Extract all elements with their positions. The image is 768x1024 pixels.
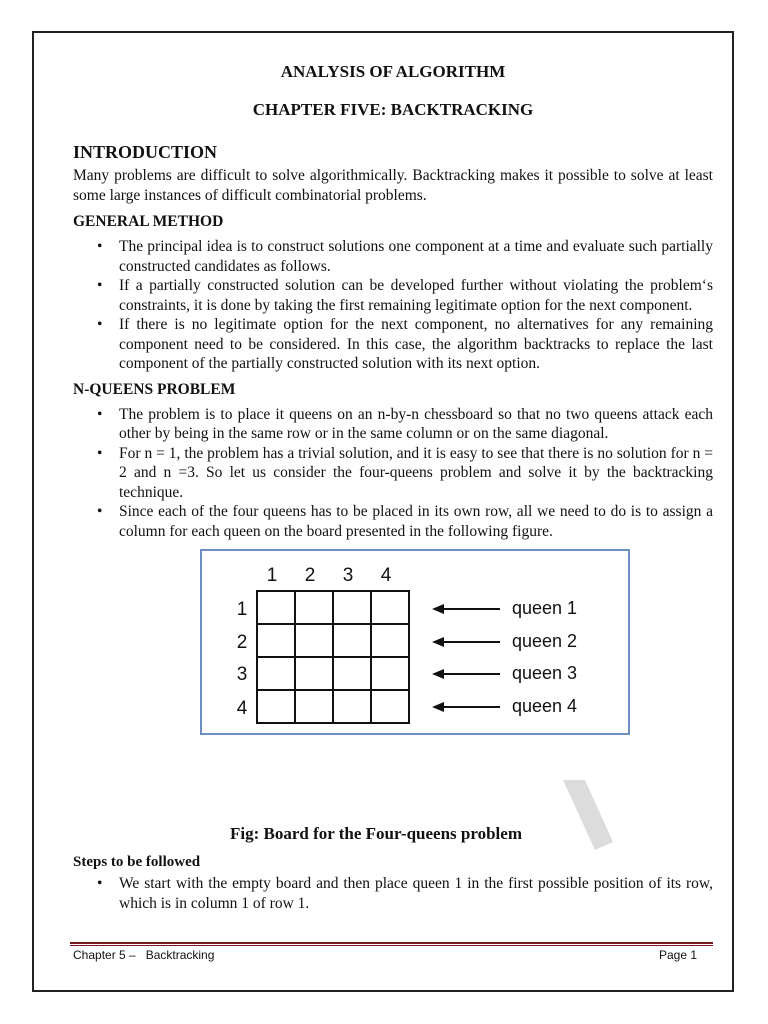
bullet-icon: •: [97, 238, 103, 255]
chapter-title: CHAPTER FIVE: BACKTRACKING: [252, 100, 534, 119]
four-queens-board-figure: [200, 549, 630, 735]
general-method-list: [73, 237, 713, 374]
list-item: [73, 405, 713, 444]
column-label: 1: [266, 565, 278, 586]
row-label: 2: [236, 632, 248, 653]
queen-arrows: [432, 604, 500, 712]
list-item-text: If there is no legitimate option for the next component, no alternatives for any remaining component need to be considered. In this case, the algorithm backtracks to replace the last component of the partially constructed solution with its next option.: [119, 316, 713, 372]
steps-list: [73, 874, 713, 913]
queen-label: queen 4: [512, 696, 578, 716]
document-body: [73, 60, 713, 735]
list-item: [73, 444, 713, 503]
queen-label: queen 1: [512, 598, 578, 618]
row-label: 3: [236, 664, 248, 685]
decorative-shadow: [555, 780, 615, 850]
steps-section: [73, 852, 713, 913]
list-item: [73, 315, 713, 374]
queen-label: queen 2: [512, 631, 578, 651]
list-item-text: The problem is to place it queens on an n-by-n chessboard so that no two queens attack each other by being in the same row or in the same column or on the same diagonal.: [119, 405, 713, 442]
list-item-text: If a partially constructed solution can be developed further without violating the problem‘s constraints, it is done by taking the first remaining legitimate option for the next component.: [119, 277, 713, 314]
introduction-heading: INTRODUCTION: [73, 142, 218, 162]
steps-heading: Steps to be followed: [73, 854, 201, 870]
bullet-icon: •: [97, 503, 103, 520]
footer-chapter: Chapter 5 – Backtracking: [73, 948, 215, 962]
list-item: [73, 237, 713, 276]
footer-divider: [70, 942, 713, 946]
bullet-icon: •: [97, 316, 103, 333]
chessboard-grid: [257, 591, 409, 723]
list-item: [73, 874, 713, 913]
queen-label: queen 3: [512, 663, 578, 683]
introduction-paragraph: Many problems are difficult to solve algorithmically. Backtracking makes it possible to solve at least some large instances of difficult combinatorial problems.: [73, 167, 713, 204]
document-title: ANALYSIS OF ALGORITHM: [280, 62, 506, 81]
list-item-text: For n = 1, the problem has a trivial solution, and it is easy to see that there is no solution for n = 2 and n =3. So let us consider the four-queens problem and solve it by the backtracking technique.: [119, 444, 713, 501]
list-item: [73, 502, 713, 541]
bullet-icon: •: [97, 405, 103, 423]
column-label: 4: [380, 565, 392, 586]
bullet-icon: •: [97, 277, 103, 294]
figure-caption: Fig: Board for the Four-queens problem: [230, 824, 522, 843]
row-label: 4: [236, 698, 248, 719]
list-item: [73, 276, 713, 315]
column-label: 3: [342, 565, 354, 586]
n-queens-heading: N-QUEENS PROBLEM: [73, 380, 236, 398]
column-label: 2: [304, 565, 316, 586]
list-item-text: Since each of the four queens has to be placed in its own row, all we need to do is to assign a column for each queen on the board presented in the following figure.: [119, 503, 713, 540]
n-queens-list: [73, 405, 713, 542]
board-diagram: [202, 551, 628, 733]
bullet-icon: •: [97, 444, 103, 462]
list-item-text: We start with the empty board and then place queen 1 in the first possible position of its row, which is in column 1 of row 1.: [119, 875, 713, 912]
general-method-heading: GENERAL METHOD: [73, 213, 224, 230]
footer-page-number: Page 1: [659, 948, 698, 962]
row-label: 1: [236, 599, 248, 620]
bullet-icon: •: [97, 875, 103, 892]
list-item-text: The principal idea is to construct solutions one component at a time and evaluate such partially constructed candidates as follows.: [119, 238, 713, 275]
